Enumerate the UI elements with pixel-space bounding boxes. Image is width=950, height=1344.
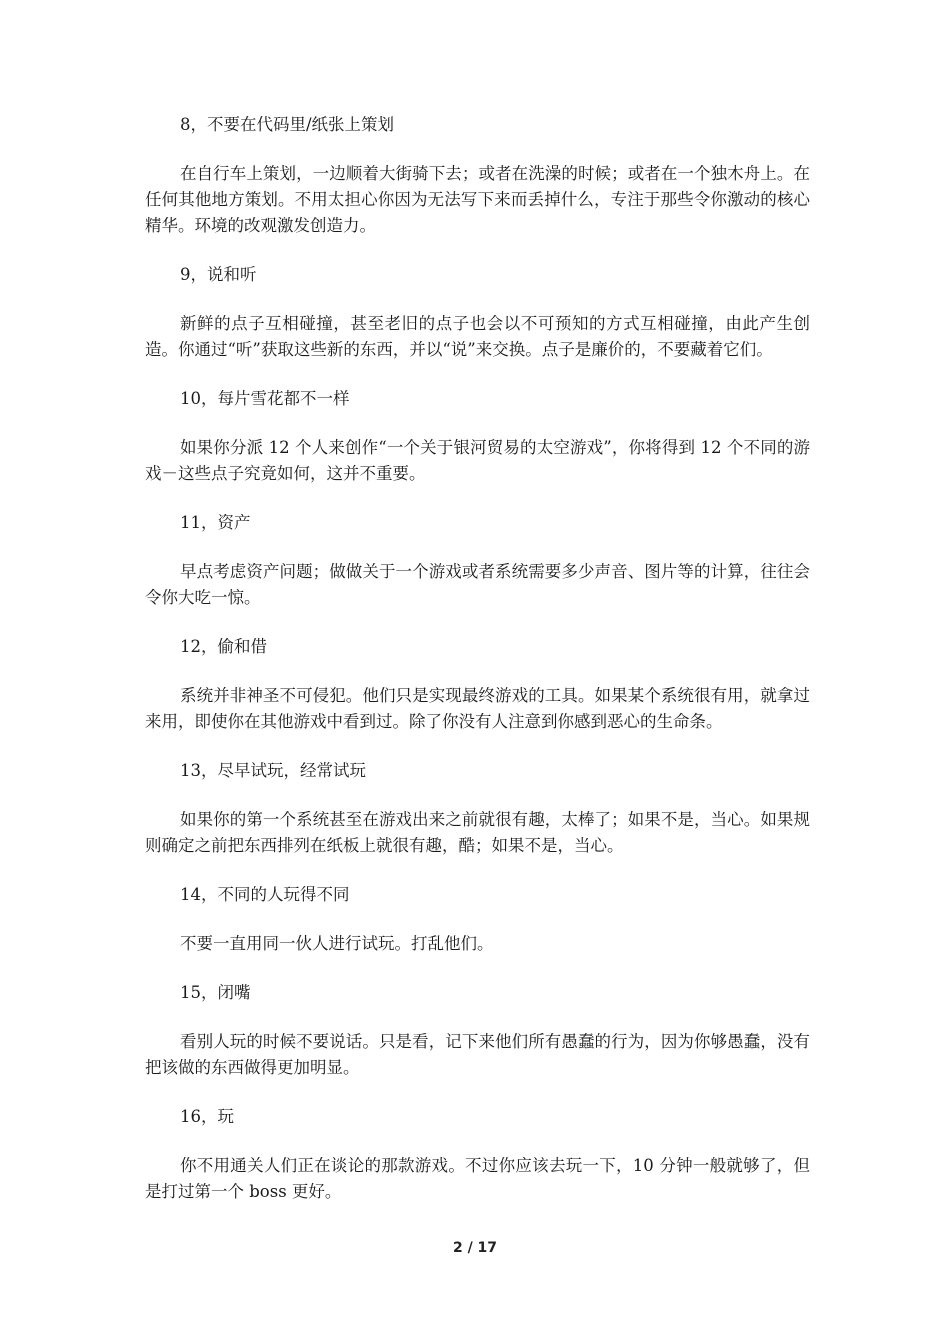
section-body: 你不用通关人们正在谈论的那款游戏。不过你应该去玩一下，10 分钟一般就够了，但是打过第一个 boss 更好。 — [145, 1156, 810, 1201]
section-body: 在自行车上策划，一边顺着大街骑下去；或者在洗澡的时候；或者在一个独木舟上。在任何其他地方策划。不用太担心你因为无法写下来而丢掉什么，专注于那些令你激动的核心精华。环境的改观激发创造力。 — [145, 164, 810, 235]
section-body: 如果你分派 12 个人来创作“一个关于银河贸易的太空游戏”，你将得到 12 个不同的游戏－这些点子究竟如何，这并不重要。 — [145, 438, 810, 483]
section-heading: 10，每片雪花都不一样 — [180, 389, 350, 408]
section-heading: 12，偷和借 — [180, 637, 267, 656]
section-11 — [145, 510, 810, 634]
section-body: 不要一直用同一伙人进行试玩。打乱他们。 — [180, 934, 494, 953]
section-8 — [145, 112, 810, 262]
section-12 — [145, 634, 810, 758]
section-body: 如果你的第一个系统甚至在游戏出来之前就很有趣，太棒了；如果不是，当心。如果规则确定之前把东西排列在纸板上就很有趣，酷；如果不是，当心。 — [145, 810, 810, 855]
section-9 — [145, 262, 810, 386]
section-10 — [145, 386, 810, 510]
section-heading: 8，不要在代码里/纸张上策划 — [180, 115, 395, 134]
section-heading: 13，尽早试玩，经常试玩 — [180, 761, 366, 780]
section-16 — [145, 1104, 810, 1205]
section-body: 新鲜的点子互相碰撞，甚至老旧的点子也会以不可预知的方式互相碰撞，由此产生创造。你通过“听”获取这些新的东西，并以“说”来交换。点子是廉价的，不要藏着它们。 — [145, 314, 810, 359]
section-heading: 16，玩 — [180, 1107, 234, 1126]
section-13 — [145, 758, 810, 882]
section-heading: 11，资产 — [180, 513, 251, 532]
section-body: 早点考虑资产问题；做做关于一个游戏或者系统需要多少声音、图片等的计算，往往会令你大吃一惊。 — [145, 562, 810, 607]
section-heading: 9，说和听 — [180, 265, 257, 284]
page-number: 2 / 17 — [452, 1240, 498, 1256]
section-14 — [145, 882, 810, 980]
section-15 — [145, 980, 810, 1104]
section-body: 系统并非神圣不可侵犯。他们只是实现最终游戏的工具。如果某个系统很有用，就拿过来用，即使你在其他游戏中看到过。除了你没有人注意到你感到恶心的生命条。 — [145, 686, 810, 731]
document-page — [145, 112, 810, 1205]
section-heading: 15，闭嘴 — [180, 983, 251, 1002]
section-heading: 14，不同的人玩得不同 — [180, 885, 350, 904]
section-body: 看别人玩的时候不要说话。只是看，记下来他们所有愚蠢的行为，因为你够愚蠢，没有把该做的东西做得更加明显。 — [145, 1032, 810, 1077]
